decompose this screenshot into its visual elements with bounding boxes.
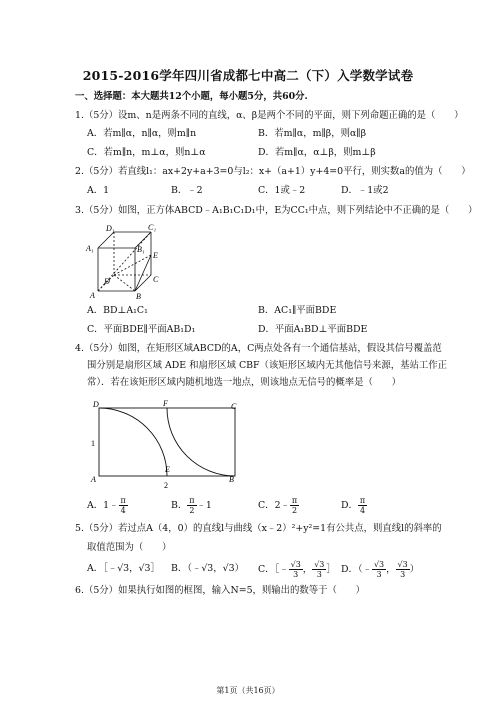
q4-option-b: [171, 496, 212, 515]
fraction: [187, 496, 196, 515]
option-letter: D．: [341, 500, 358, 511]
q4-line1: 4.（5分）如图，在矩形区域ABCD的A，C两点处各有一个通信基站，假设其信号覆盖范: [75, 343, 442, 354]
label-b1: B₁: [137, 245, 145, 254]
label-a: A: [91, 475, 96, 484]
q3-option-d: D．平面A₁BD⊥平面BDE: [258, 324, 368, 335]
q4-option-a: [87, 496, 128, 515]
q1-option-a: A．若m∥α，n∥α，则m∥n: [87, 128, 197, 139]
numerator: π: [120, 496, 126, 505]
q4-option-c: [258, 496, 299, 515]
option-prefix: D．（﹣: [341, 564, 372, 575]
q4-line2: 围分别是扇形区域 ADE 和扇形区域 CBF（该矩形区域内无其他信号来源，基站工作正: [87, 360, 448, 371]
integer-part: 2﹣: [274, 500, 290, 511]
q1-option-c: C．若m∥n，m⊥α，则n⊥α: [87, 147, 206, 158]
fraction: [119, 496, 128, 515]
q3-option-b: B．AC₁∥平面BDE: [258, 305, 337, 316]
option-letter: B．: [171, 500, 188, 511]
q2-option-d: D．﹣1或2: [341, 185, 389, 196]
label-a: A: [90, 291, 95, 300]
q2-stem: 2.（5分）若直线l₁：ax+2y+a+3=0与l₂：x+（a+1）y+4=0平行，则实数a的值为（ ）: [75, 166, 471, 177]
denominator: 4: [120, 506, 126, 515]
label-side-length: 1: [91, 439, 95, 448]
option-letter: A．: [87, 500, 104, 511]
page-footer: 第1页（共16页）: [216, 686, 280, 695]
q2-option-a: A．1: [87, 185, 110, 196]
label-e: E: [165, 465, 170, 474]
label-c: C: [231, 402, 237, 411]
q5-option-d: [341, 560, 419, 579]
rectangle-figure: [85, 396, 245, 491]
q1-option-d: D．若m∥α，α⊥β，则m⊥β: [258, 147, 376, 158]
suffix: ﹣1: [196, 500, 212, 511]
q6-stem: 6.（5分）如果执行如图的框图，输入N=5，则输出的数等于（ ）: [75, 585, 366, 596]
numerator: √3: [290, 560, 301, 569]
denominator: 3: [400, 570, 406, 579]
q3-option-a: A．BD⊥A₁C₁: [87, 305, 148, 316]
numerator: π: [291, 496, 298, 505]
label-b: B: [229, 475, 234, 484]
numerator: √3: [397, 560, 408, 569]
denominator: 2: [189, 506, 195, 515]
q1-option-b: B．若m∥α，m∥β，则α∥β: [258, 128, 367, 139]
q3-option-c: C．平面BDE∥平面AB₁D₁: [87, 324, 196, 335]
denominator: 3: [376, 570, 382, 579]
q5-option-a: A．［﹣√3，√3］: [87, 563, 160, 574]
label-d: D: [104, 277, 110, 286]
q4-option-d: [341, 496, 367, 515]
denominator: 3: [293, 570, 299, 579]
q3-stem: 3.（5分）如图，正方体ABCD﹣A₁B₁C₁D₁中，E为CC₁中点，则下列结论中不正确的是（ ）: [75, 205, 478, 216]
label-e: E: [153, 251, 158, 260]
fraction: [358, 496, 367, 515]
q2-option-b: B．﹣2: [171, 185, 203, 196]
numerator: π: [189, 496, 195, 505]
section-heading: 一、选择题：本大题共12个小题，每小题5分，共60分.: [75, 91, 308, 102]
option-suffix: ）: [409, 564, 420, 575]
fraction: [312, 560, 326, 579]
q5-line2: 取值范围为（ ）: [87, 542, 172, 553]
label-c1: C₁: [148, 223, 157, 232]
label-b: B: [136, 292, 141, 301]
q4-line3: 常）．若在该矩形区域内随机地选一地点，则该地点无信号的概率是（ ）: [87, 377, 402, 388]
fraction: [396, 560, 410, 579]
label-c: C: [153, 275, 159, 284]
q5-option-c: [258, 560, 336, 579]
option-prefix: C．［﹣: [258, 564, 289, 575]
denominator: 2: [291, 506, 298, 515]
fraction: [372, 560, 386, 579]
separator: ，: [302, 564, 313, 575]
fraction: [289, 560, 303, 579]
cube-figure: [80, 222, 170, 302]
page-title: 2015-2016学年四川省成都七中高二（下）入学数学试卷: [82, 68, 414, 83]
fraction: [290, 496, 299, 515]
label-d1: D₁: [106, 224, 115, 233]
label-d: D: [93, 400, 99, 409]
q2-option-c: C．1或﹣2: [258, 185, 306, 196]
label-bottom-length: 2: [164, 481, 168, 490]
numerator: √3: [373, 560, 385, 569]
denominator: 4: [359, 506, 366, 515]
label-a1: A₁: [86, 244, 94, 253]
q1-stem: 1.（5分）设m、n是两条不同的直线，α、β是两个不同的平面，则下列命题正确的是（ ）: [75, 110, 464, 121]
separator: ，: [386, 564, 396, 575]
q5-line1: 5.（5分）若过点A（4，0）的直线l与曲线（x﹣2）²+y²=1有公共点，则直线l的斜率的: [75, 523, 442, 534]
denominator: 3: [316, 570, 322, 579]
option-letter: C．: [258, 500, 275, 511]
q5-option-b: B．（﹣√3，√3）: [171, 563, 244, 574]
numerator: π: [359, 496, 366, 505]
label-f: F: [163, 399, 168, 408]
integer-part: 1﹣: [103, 500, 119, 511]
numerator: √3: [314, 560, 325, 569]
option-suffix: ］: [326, 564, 336, 575]
